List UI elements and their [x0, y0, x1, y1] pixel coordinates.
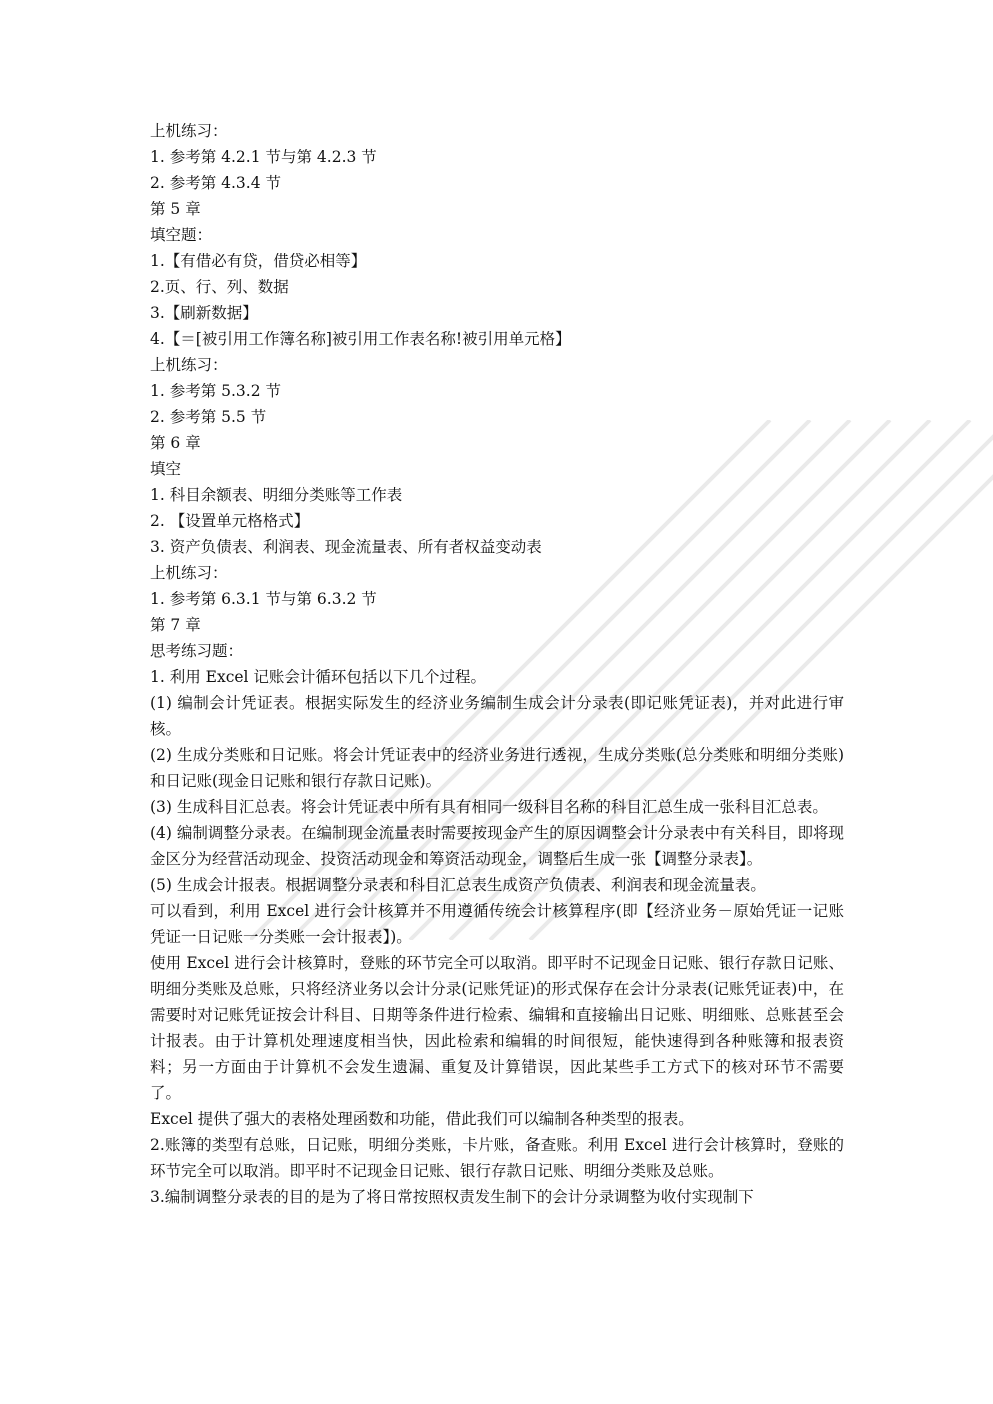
- paragraph: (2) 生成分类账和日记账。将会计凭证表中的经济业务进行透视，生成分类账(总分类账和明细分类账)和日记账(现金日记账和银行存款日记账)。: [150, 746, 844, 790]
- paragraph: (3) 生成科目汇总表。将会计凭证表中所有具有相同一级科目名称的科目汇总生成一张科目汇总表。: [150, 798, 828, 816]
- text-line: 思考练习题：: [150, 642, 244, 660]
- text-line: 4.【＝[被引用工作簿名称]被引用工作表名称!被引用单元格】: [150, 330, 571, 348]
- text-line: 3.【刷新数据】: [150, 304, 258, 322]
- text-line: 1. 利用 Excel 记账会计循环包括以下几个过程。: [150, 668, 486, 686]
- paragraph: 2.账簿的类型有总账，日记账，明细分类账，卡片账，备查账。利用 Excel 进行会计核算时，登账的环节完全可以取消。即平时不记现金日记账、银行存款日记账、明细分类账及总账。: [150, 1136, 844, 1180]
- text-line: 1.【有借必有贷，借贷必相等】: [150, 252, 367, 270]
- text-line: 1. 参考第 6.3.1 节与第 6.3.2 节: [150, 590, 377, 608]
- paragraph: Excel 提供了强大的表格处理函数和功能，借此我们可以编制各种类型的报表。: [150, 1110, 694, 1128]
- text-line: 2. 【设置单元格格式】: [150, 512, 310, 530]
- text-line: 2. 参考第 4.3.4 节: [150, 174, 282, 192]
- paragraph: (1) 编制会计凭证表。根据实际发生的经济业务编制生成会计分录表(即记账凭证表)，并对此进行审核。: [150, 694, 844, 738]
- text-line: 1. 参考第 5.3.2 节: [150, 382, 282, 400]
- text-line: 填空题：: [150, 226, 213, 244]
- text-line: 1. 参考第 4.2.1 节与第 4.2.3 节: [150, 148, 377, 166]
- text-line: 上机练习：: [150, 356, 228, 374]
- text-line: 2.页、行、列、数据: [150, 278, 289, 296]
- paragraph: 3.编制调整分录表的目的是为了将日常按照权责发生制下的会计分录调整为收付实现制下: [150, 1188, 754, 1206]
- chapter-heading: 第 7 章: [150, 616, 201, 634]
- chapter-heading: 第 5 章: [150, 200, 201, 218]
- text-line: 上机练习：: [150, 564, 228, 582]
- text-line: 填空: [150, 460, 182, 478]
- text-line: 3. 资产负债表、利润表、现金流量表、所有者权益变动表: [150, 538, 542, 556]
- text-line: 2. 参考第 5.5 节: [150, 408, 267, 426]
- paragraph: 可以看到，利用 Excel 进行会计核算并不用遵循传统会计核算程序(即【经济业务－原始凭证一记账凭证一日记账一分类账一会计报表】)。: [150, 902, 844, 946]
- paragraph: 使用 Excel 进行会计核算时，登账的环节完全可以取消。即平时不记现金日记账、银行存款日记账、明细分类账及总账，只将经济业务以会计分录(记账凭证)的形式保存在会计分录表(记账凭证表)中，在需要时对记账凭证按会计科目、日期等条件进行检索、编辑和直接输出日记账、明细账、总账甚至会计报表。由于计算机处理速度相当快，因此检索和编辑的时间很短，能快速得到各种账簿和报表资料；另一方面由于计算机不会发生遗漏、重复及计算错误，因此某些手工方式下的核对环节不需要了。: [150, 954, 844, 1102]
- document-body: [150, 118, 844, 1210]
- chapter-heading: 第 6 章: [150, 434, 201, 452]
- text-line: 1. 科目余额表、明细分类账等工作表: [150, 486, 403, 504]
- paragraph: (4) 编制调整分录表。在编制现金流量表时需要按现金产生的原因调整会计分录表中有关科目，即将现金区分为经营活动现金、投资活动现金和筹资活动现金，调整后生成一张【调整分录表】。: [150, 824, 844, 868]
- text-line: 上机练习：: [150, 122, 228, 140]
- paragraph: (5) 生成会计报表。根据调整分录表和科目汇总表生成资产负债表、利润表和现金流量表。: [150, 876, 766, 894]
